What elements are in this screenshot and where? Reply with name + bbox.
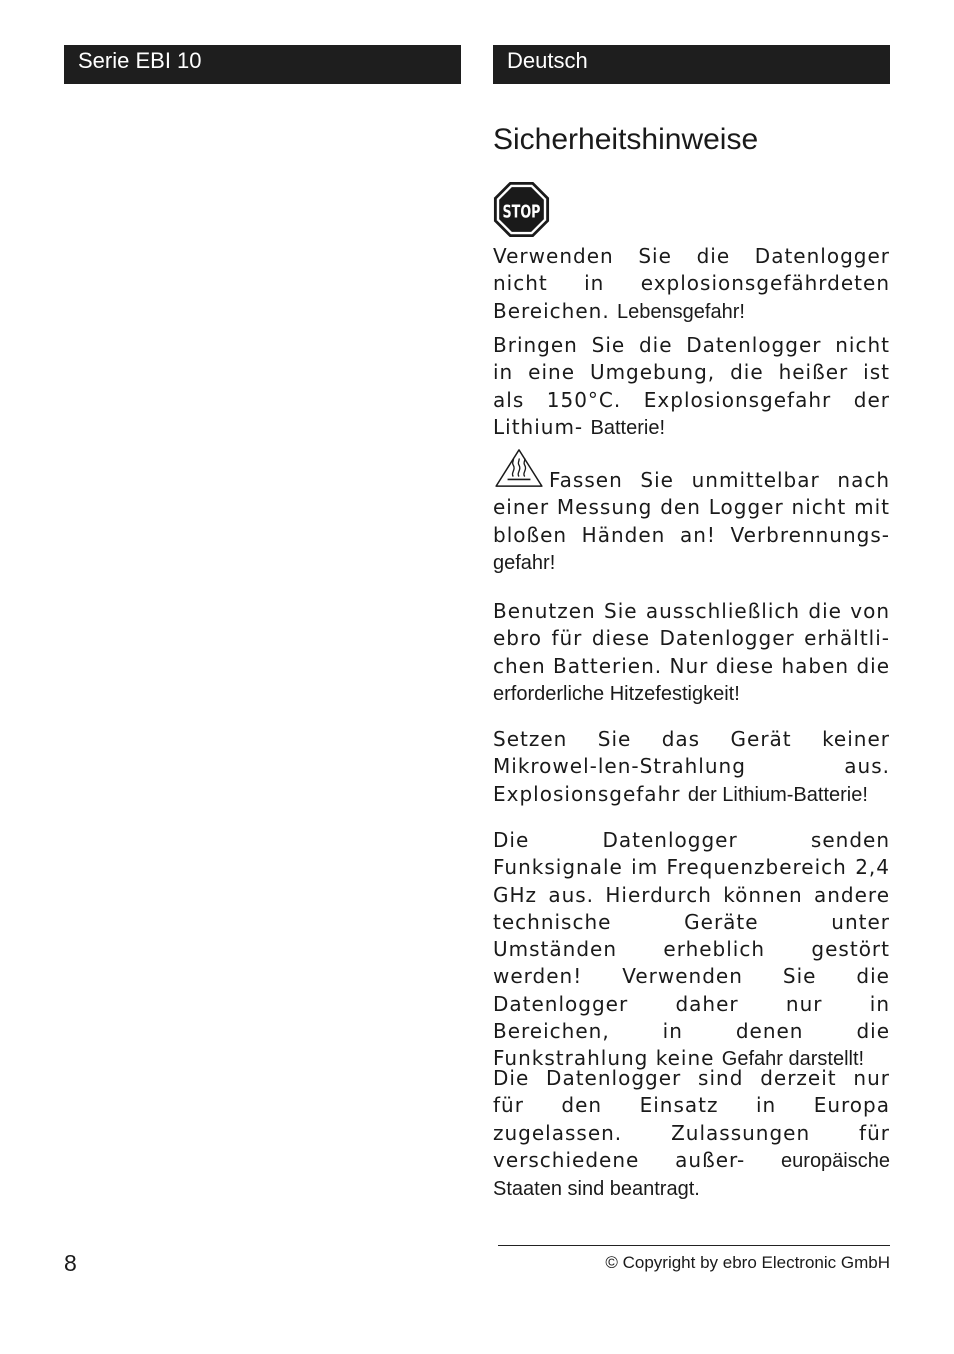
warning-hot-surface	[493, 448, 890, 577]
warning-batteries	[493, 598, 890, 708]
header-language-bar	[493, 45, 890, 84]
warning-radio-signals	[493, 827, 890, 1074]
paragraph-text-end: europäische Staaten sind beantragt.	[493, 1149, 890, 1201]
language-label: Deutsch	[507, 48, 588, 73]
copyright-notice: © Copyright by ebro Electronic GmbH	[605, 1253, 890, 1272]
paragraph-text: Verwenden Sie die Datenlogger nicht in explosionsgefährdeten Bereichen.	[493, 244, 890, 323]
hot-surface-warning-icon	[493, 448, 545, 488]
warning-explosive-areas	[493, 243, 890, 326]
page-title: Sicherheitshinweise	[493, 123, 759, 156]
warning-microwave	[493, 726, 890, 809]
header-series-bar	[64, 45, 461, 84]
paragraph-text: Setzen Sie das Gerät keiner Mikrowel-len-Strahlung aus. Explosionsgefahr	[493, 727, 890, 806]
paragraph-text-end: der Lithium-Batterie!	[687, 783, 868, 806]
series-label: Serie EBI 10	[78, 48, 202, 73]
notice-approval	[493, 1065, 890, 1203]
warning-heat	[493, 332, 890, 442]
paragraph-text: Die Datenlogger senden Funksignale im Frequenzbereich 2,4 GHz aus. Hierdurch können andere technische Geräte unter Umständen erheblich gestört werden! Verwenden Sie die Datenlogger daher nur in Bereichen, in denen die Funkstrahlung keine	[493, 828, 890, 1071]
paragraph-text-end: Gefahr darstellt!	[721, 1048, 865, 1071]
paragraph-text: Die Datenlogger sind derzeit nur für den Einsatz in Europa zugelassen. Zulassungen für verschiedene außer-	[493, 1066, 890, 1172]
paragraph-text: Bringen Sie die Datenlogger nicht in eine Umgebung, die heißer ist als 150°C. Explosionsgefahr der Lithium-	[493, 333, 890, 439]
stop-sign-icon	[493, 181, 550, 238]
paragraph-text-end: gefahr!	[493, 551, 556, 574]
page-number: 8	[64, 1250, 77, 1276]
paragraph-text-end: Batterie!	[590, 416, 665, 439]
paragraph-text: Benutzen Sie ausschließlich die von ebro für diese Datenlogger erhältli-chen Batterien. Nur diese haben die	[493, 599, 890, 678]
footer-divider	[498, 1245, 890, 1246]
paragraph-text: Fassen Sie unmittelbar nach einer Messung den Logger nicht mit bloßen Händen an! Verbrennungs-	[493, 468, 890, 547]
paragraph-text-end: erforderliche Hitzefestigkeit!	[493, 682, 740, 705]
stop-sign-text: STOP	[502, 201, 541, 223]
paragraph-text-end: Lebensgefahr!	[617, 300, 745, 323]
